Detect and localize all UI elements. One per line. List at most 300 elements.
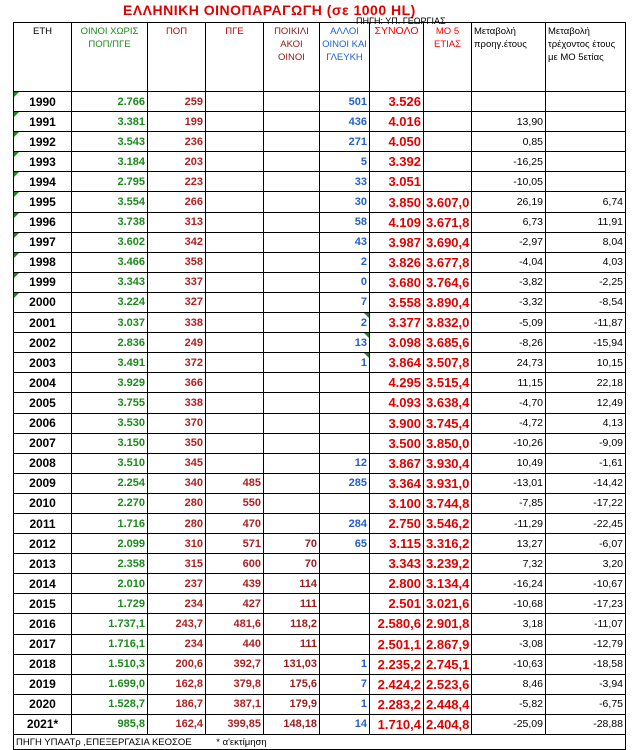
mo5-cell[interactable] [424, 554, 472, 574]
mo5-cell[interactable] [424, 493, 472, 513]
alloi-cell[interactable] [320, 694, 370, 714]
alloi-cell[interactable] [320, 252, 370, 272]
total-cell[interactable] [370, 714, 424, 734]
alloi-cell[interactable] [320, 453, 370, 473]
alloi-cell[interactable] [320, 313, 370, 333]
alloi-cell[interactable] [320, 574, 370, 594]
total-cell[interactable] [370, 413, 424, 433]
total-cell[interactable] [370, 92, 424, 112]
mo5-cell[interactable] [424, 373, 472, 393]
change-mo5-cell[interactable] [546, 714, 626, 734]
mo5-cell[interactable] [424, 333, 472, 353]
year-cell[interactable] [14, 574, 72, 594]
alloi-cell[interactable] [320, 534, 370, 554]
total-cell[interactable] [370, 252, 424, 272]
year-cell[interactable] [14, 373, 72, 393]
poikiliakoi-cell[interactable] [264, 714, 320, 734]
alloi-cell[interactable] [320, 473, 370, 493]
alloi-cell[interactable] [320, 413, 370, 433]
oinoi-cell[interactable] [72, 574, 148, 594]
year-cell[interactable] [14, 513, 72, 533]
alloi-cell[interactable] [320, 192, 370, 212]
oinoi-cell[interactable] [72, 453, 148, 473]
total-cell[interactable] [370, 654, 424, 674]
poikiliakoi-cell[interactable] [264, 654, 320, 674]
year-cell[interactable] [14, 413, 72, 433]
change-prev-cell[interactable] [472, 313, 546, 333]
pge-cell[interactable] [206, 534, 264, 554]
change-mo5-cell[interactable] [546, 614, 626, 634]
poikiliakoi-cell[interactable] [264, 413, 320, 433]
change-prev-cell[interactable] [472, 373, 546, 393]
change-mo5-cell[interactable] [546, 292, 626, 312]
oinoi-cell[interactable] [72, 694, 148, 714]
pge-cell[interactable] [206, 132, 264, 152]
pop-cell[interactable] [148, 272, 206, 292]
year-cell[interactable] [14, 172, 72, 192]
pge-cell[interactable] [206, 333, 264, 353]
year-cell[interactable] [14, 132, 72, 152]
alloi-cell[interactable] [320, 92, 370, 112]
alloi-cell[interactable] [320, 172, 370, 192]
pge-cell[interactable] [206, 92, 264, 112]
change-prev-cell[interactable] [472, 192, 546, 212]
change-prev-cell[interactable] [472, 393, 546, 413]
mo5-cell[interactable] [424, 353, 472, 373]
pge-cell[interactable] [206, 594, 264, 614]
pge-cell[interactable] [206, 493, 264, 513]
year-cell[interactable] [14, 252, 72, 272]
change-mo5-cell[interactable] [546, 674, 626, 694]
alloi-cell[interactable] [320, 714, 370, 734]
poikiliakoi-cell[interactable] [264, 292, 320, 312]
pop-cell[interactable] [148, 292, 206, 312]
change-prev-cell[interactable] [472, 212, 546, 232]
total-cell[interactable] [370, 333, 424, 353]
poikiliakoi-cell[interactable] [264, 232, 320, 252]
year-cell[interactable] [14, 473, 72, 493]
pop-cell[interactable] [148, 714, 206, 734]
change-prev-cell[interactable] [472, 152, 546, 172]
pop-cell[interactable] [148, 212, 206, 232]
change-mo5-cell[interactable] [546, 313, 626, 333]
total-cell[interactable] [370, 594, 424, 614]
change-mo5-cell[interactable] [546, 694, 626, 714]
alloi-cell[interactable] [320, 433, 370, 453]
change-prev-cell[interactable] [472, 694, 546, 714]
change-mo5-cell[interactable] [546, 112, 626, 132]
pop-cell[interactable] [148, 594, 206, 614]
oinoi-cell[interactable] [72, 152, 148, 172]
mo5-cell[interactable] [424, 654, 472, 674]
oinoi-cell[interactable] [72, 353, 148, 373]
alloi-cell[interactable] [320, 272, 370, 292]
change-prev-cell[interactable] [472, 333, 546, 353]
poikiliakoi-cell[interactable] [264, 192, 320, 212]
change-prev-cell[interactable] [472, 272, 546, 292]
total-cell[interactable] [370, 373, 424, 393]
poikiliakoi-cell[interactable] [264, 212, 320, 232]
pge-cell[interactable] [206, 433, 264, 453]
change-mo5-cell[interactable] [546, 594, 626, 614]
pge-cell[interactable] [206, 694, 264, 714]
oinoi-cell[interactable] [72, 333, 148, 353]
pop-cell[interactable] [148, 453, 206, 473]
oinoi-cell[interactable] [72, 473, 148, 493]
poikiliakoi-cell[interactable] [264, 694, 320, 714]
pop-cell[interactable] [148, 232, 206, 252]
change-mo5-cell[interactable] [546, 634, 626, 654]
change-prev-cell[interactable] [472, 473, 546, 493]
pop-cell[interactable] [148, 534, 206, 554]
year-cell[interactable] [14, 232, 72, 252]
pop-cell[interactable] [148, 92, 206, 112]
poikiliakoi-cell[interactable] [264, 433, 320, 453]
change-mo5-cell[interactable] [546, 473, 626, 493]
oinoi-cell[interactable] [72, 92, 148, 112]
pop-cell[interactable] [148, 654, 206, 674]
mo5-cell[interactable] [424, 272, 472, 292]
year-cell[interactable] [14, 212, 72, 232]
total-cell[interactable] [370, 473, 424, 493]
change-prev-cell[interactable] [472, 493, 546, 513]
alloi-cell[interactable] [320, 614, 370, 634]
poikiliakoi-cell[interactable] [264, 112, 320, 132]
change-mo5-cell[interactable] [546, 132, 626, 152]
pge-cell[interactable] [206, 634, 264, 654]
pop-cell[interactable] [148, 393, 206, 413]
poikiliakoi-cell[interactable] [264, 554, 320, 574]
pge-cell[interactable] [206, 272, 264, 292]
change-mo5-cell[interactable] [546, 92, 626, 112]
change-prev-cell[interactable] [472, 252, 546, 272]
mo5-cell[interactable] [424, 574, 472, 594]
change-prev-cell[interactable] [472, 92, 546, 112]
mo5-cell[interactable] [424, 634, 472, 654]
total-cell[interactable] [370, 534, 424, 554]
pop-cell[interactable] [148, 172, 206, 192]
change-prev-cell[interactable] [472, 132, 546, 152]
alloi-cell[interactable] [320, 654, 370, 674]
total-cell[interactable] [370, 433, 424, 453]
pop-cell[interactable] [148, 333, 206, 353]
change-prev-cell[interactable] [472, 453, 546, 473]
oinoi-cell[interactable] [72, 413, 148, 433]
total-cell[interactable] [370, 353, 424, 373]
poikiliakoi-cell[interactable] [264, 594, 320, 614]
oinoi-cell[interactable] [72, 292, 148, 312]
oinoi-cell[interactable] [72, 313, 148, 333]
year-cell[interactable] [14, 614, 72, 634]
oinoi-cell[interactable] [72, 212, 148, 232]
mo5-cell[interactable] [424, 152, 472, 172]
pge-cell[interactable] [206, 453, 264, 473]
year-cell[interactable] [14, 313, 72, 333]
pop-cell[interactable] [148, 493, 206, 513]
mo5-cell[interactable] [424, 292, 472, 312]
year-cell[interactable] [14, 353, 72, 373]
oinoi-cell[interactable] [72, 192, 148, 212]
poikiliakoi-cell[interactable] [264, 272, 320, 292]
year-cell[interactable] [14, 594, 72, 614]
change-prev-cell[interactable] [472, 413, 546, 433]
pge-cell[interactable] [206, 413, 264, 433]
change-mo5-cell[interactable] [546, 212, 626, 232]
oinoi-cell[interactable] [72, 674, 148, 694]
mo5-cell[interactable] [424, 252, 472, 272]
alloi-cell[interactable] [320, 212, 370, 232]
oinoi-cell[interactable] [72, 132, 148, 152]
poikiliakoi-cell[interactable] [264, 313, 320, 333]
total-cell[interactable] [370, 554, 424, 574]
poikiliakoi-cell[interactable] [264, 132, 320, 152]
poikiliakoi-cell[interactable] [264, 373, 320, 393]
total-cell[interactable] [370, 152, 424, 172]
total-cell[interactable] [370, 112, 424, 132]
oinoi-cell[interactable] [72, 634, 148, 654]
pge-cell[interactable] [206, 192, 264, 212]
total-cell[interactable] [370, 614, 424, 634]
alloi-cell[interactable] [320, 292, 370, 312]
year-cell[interactable] [14, 534, 72, 554]
pop-cell[interactable] [148, 574, 206, 594]
change-prev-cell[interactable] [472, 654, 546, 674]
year-cell[interactable] [14, 192, 72, 212]
change-mo5-cell[interactable] [546, 413, 626, 433]
change-mo5-cell[interactable] [546, 192, 626, 212]
change-mo5-cell[interactable] [546, 232, 626, 252]
poikiliakoi-cell[interactable] [264, 172, 320, 192]
total-cell[interactable] [370, 574, 424, 594]
alloi-cell[interactable] [320, 373, 370, 393]
oinoi-cell[interactable] [72, 614, 148, 634]
year-cell[interactable] [14, 493, 72, 513]
change-mo5-cell[interactable] [546, 272, 626, 292]
pop-cell[interactable] [148, 373, 206, 393]
total-cell[interactable] [370, 634, 424, 654]
oinoi-cell[interactable] [72, 172, 148, 192]
mo5-cell[interactable] [424, 172, 472, 192]
oinoi-cell[interactable] [72, 493, 148, 513]
oinoi-cell[interactable] [72, 232, 148, 252]
pge-cell[interactable] [206, 513, 264, 533]
mo5-cell[interactable] [424, 694, 472, 714]
pge-cell[interactable] [206, 112, 264, 132]
total-cell[interactable] [370, 393, 424, 413]
mo5-cell[interactable] [424, 594, 472, 614]
total-cell[interactable] [370, 694, 424, 714]
total-cell[interactable] [370, 453, 424, 473]
pge-cell[interactable] [206, 554, 264, 574]
mo5-cell[interactable] [424, 112, 472, 132]
change-prev-cell[interactable] [472, 574, 546, 594]
change-prev-cell[interactable] [472, 513, 546, 533]
pge-cell[interactable] [206, 574, 264, 594]
alloi-cell[interactable] [320, 232, 370, 252]
change-prev-cell[interactable] [472, 714, 546, 734]
alloi-cell[interactable] [320, 333, 370, 353]
poikiliakoi-cell[interactable] [264, 513, 320, 533]
alloi-cell[interactable] [320, 634, 370, 654]
oinoi-cell[interactable] [72, 714, 148, 734]
pop-cell[interactable] [148, 614, 206, 634]
pop-cell[interactable] [148, 674, 206, 694]
mo5-cell[interactable] [424, 413, 472, 433]
pop-cell[interactable] [148, 634, 206, 654]
pop-cell[interactable] [148, 252, 206, 272]
total-cell[interactable] [370, 292, 424, 312]
year-cell[interactable] [14, 433, 72, 453]
mo5-cell[interactable] [424, 92, 472, 112]
poikiliakoi-cell[interactable] [264, 333, 320, 353]
total-cell[interactable] [370, 232, 424, 252]
oinoi-cell[interactable] [72, 393, 148, 413]
poikiliakoi-cell[interactable] [264, 252, 320, 272]
total-cell[interactable] [370, 674, 424, 694]
change-prev-cell[interactable] [472, 232, 546, 252]
pop-cell[interactable] [148, 192, 206, 212]
pop-cell[interactable] [148, 132, 206, 152]
poikiliakoi-cell[interactable] [264, 634, 320, 654]
pge-cell[interactable] [206, 212, 264, 232]
pop-cell[interactable] [148, 473, 206, 493]
total-cell[interactable] [370, 493, 424, 513]
alloi-cell[interactable] [320, 493, 370, 513]
pge-cell[interactable] [206, 313, 264, 333]
oinoi-cell[interactable] [72, 654, 148, 674]
change-prev-cell[interactable] [472, 353, 546, 373]
pge-cell[interactable] [206, 473, 264, 493]
change-mo5-cell[interactable] [546, 433, 626, 453]
mo5-cell[interactable] [424, 132, 472, 152]
change-prev-cell[interactable] [472, 534, 546, 554]
year-cell[interactable] [14, 393, 72, 413]
alloi-cell[interactable] [320, 132, 370, 152]
pop-cell[interactable] [148, 313, 206, 333]
year-cell[interactable] [14, 92, 72, 112]
pge-cell[interactable] [206, 152, 264, 172]
change-mo5-cell[interactable] [546, 554, 626, 574]
oinoi-cell[interactable] [72, 554, 148, 574]
year-cell[interactable] [14, 674, 72, 694]
change-mo5-cell[interactable] [546, 333, 626, 353]
oinoi-cell[interactable] [72, 594, 148, 614]
year-cell[interactable] [14, 654, 72, 674]
poikiliakoi-cell[interactable] [264, 614, 320, 634]
pop-cell[interactable] [148, 413, 206, 433]
pop-cell[interactable] [148, 694, 206, 714]
pge-cell[interactable] [206, 393, 264, 413]
mo5-cell[interactable] [424, 513, 472, 533]
change-mo5-cell[interactable] [546, 393, 626, 413]
pop-cell[interactable] [148, 513, 206, 533]
change-mo5-cell[interactable] [546, 574, 626, 594]
mo5-cell[interactable] [424, 212, 472, 232]
oinoi-cell[interactable] [72, 272, 148, 292]
mo5-cell[interactable] [424, 433, 472, 453]
alloi-cell[interactable] [320, 112, 370, 132]
pge-cell[interactable] [206, 674, 264, 694]
pop-cell[interactable] [148, 554, 206, 574]
change-mo5-cell[interactable] [546, 353, 626, 373]
pop-cell[interactable] [148, 112, 206, 132]
pop-cell[interactable] [148, 152, 206, 172]
oinoi-cell[interactable] [72, 373, 148, 393]
poikiliakoi-cell[interactable] [264, 152, 320, 172]
change-prev-cell[interactable] [472, 594, 546, 614]
change-mo5-cell[interactable] [546, 534, 626, 554]
pge-cell[interactable] [206, 252, 264, 272]
year-cell[interactable] [14, 333, 72, 353]
pge-cell[interactable] [206, 172, 264, 192]
poikiliakoi-cell[interactable] [264, 534, 320, 554]
change-mo5-cell[interactable] [546, 513, 626, 533]
pop-cell[interactable] [148, 353, 206, 373]
year-cell[interactable] [14, 453, 72, 473]
alloi-cell[interactable] [320, 513, 370, 533]
poikiliakoi-cell[interactable] [264, 92, 320, 112]
oinoi-cell[interactable] [72, 534, 148, 554]
mo5-cell[interactable] [424, 614, 472, 634]
poikiliakoi-cell[interactable] [264, 453, 320, 473]
change-prev-cell[interactable] [472, 614, 546, 634]
poikiliakoi-cell[interactable] [264, 473, 320, 493]
year-cell[interactable] [14, 554, 72, 574]
alloi-cell[interactable] [320, 554, 370, 574]
year-cell[interactable] [14, 634, 72, 654]
change-mo5-cell[interactable] [546, 654, 626, 674]
change-prev-cell[interactable] [472, 554, 546, 574]
pge-cell[interactable] [206, 232, 264, 252]
mo5-cell[interactable] [424, 313, 472, 333]
alloi-cell[interactable] [320, 594, 370, 614]
change-mo5-cell[interactable] [546, 493, 626, 513]
change-mo5-cell[interactable] [546, 453, 626, 473]
total-cell[interactable] [370, 192, 424, 212]
change-mo5-cell[interactable] [546, 252, 626, 272]
mo5-cell[interactable] [424, 534, 472, 554]
pge-cell[interactable] [206, 614, 264, 634]
change-prev-cell[interactable] [472, 674, 546, 694]
mo5-cell[interactable] [424, 232, 472, 252]
change-mo5-cell[interactable] [546, 172, 626, 192]
total-cell[interactable] [370, 313, 424, 333]
oinoi-cell[interactable] [72, 433, 148, 453]
pge-cell[interactable] [206, 353, 264, 373]
mo5-cell[interactable] [424, 453, 472, 473]
pge-cell[interactable] [206, 654, 264, 674]
mo5-cell[interactable] [424, 473, 472, 493]
change-prev-cell[interactable] [472, 634, 546, 654]
pge-cell[interactable] [206, 714, 264, 734]
mo5-cell[interactable] [424, 192, 472, 212]
year-cell[interactable] [14, 292, 72, 312]
oinoi-cell[interactable] [72, 112, 148, 132]
total-cell[interactable] [370, 272, 424, 292]
poikiliakoi-cell[interactable] [264, 353, 320, 373]
poikiliakoi-cell[interactable] [264, 393, 320, 413]
oinoi-cell[interactable] [72, 513, 148, 533]
oinoi-cell[interactable] [72, 252, 148, 272]
alloi-cell[interactable] [320, 353, 370, 373]
poikiliakoi-cell[interactable] [264, 574, 320, 594]
total-cell[interactable] [370, 132, 424, 152]
mo5-cell[interactable] [424, 393, 472, 413]
total-cell[interactable] [370, 172, 424, 192]
mo5-cell[interactable] [424, 674, 472, 694]
year-cell[interactable] [14, 272, 72, 292]
change-prev-cell[interactable] [472, 112, 546, 132]
